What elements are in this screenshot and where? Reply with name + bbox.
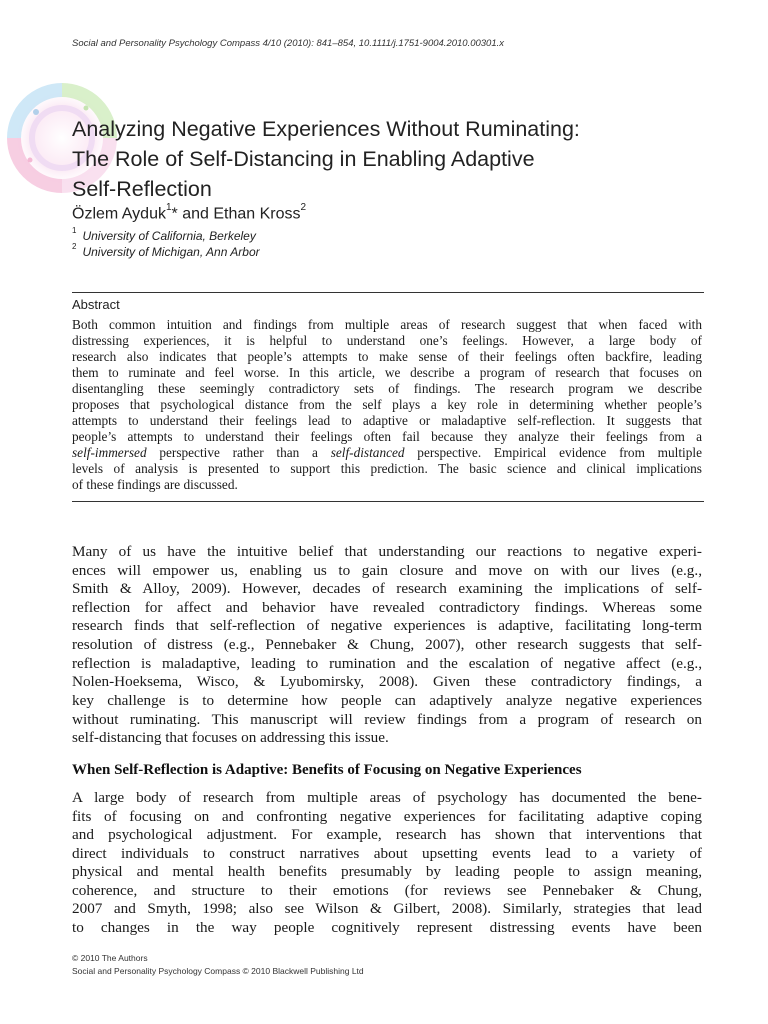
- affiliation: [72, 244, 260, 259]
- corresponding-author-mark: *: [171, 205, 178, 223]
- body-line: and psychological adjustment. For example, research has shown that interventions that: [72, 826, 702, 843]
- body-line: self-distancing that focuses on addressing this issue.: [72, 729, 389, 746]
- abstract-line: disentangling these seemingly contradictory sets of findings. The research program we describe: [72, 381, 702, 396]
- body-line: Smith & Alloy, 2009). However, decades of research examining the implications of self-: [72, 580, 702, 597]
- affiliation-name: University of Michigan, Ann Arbor: [82, 245, 260, 259]
- abstract-line: them to ruminate and feel worse. In this article, we describe a program of research that focuses on: [72, 365, 702, 380]
- affiliation: [72, 228, 256, 243]
- abstract-line: people’s attempts to understand their feelings often fail because they analyze their feelings from a: [72, 429, 702, 444]
- abstract-line: levels of analysis is presented to support this prediction. The basic science and clinical implications: [72, 461, 702, 476]
- abstract-line: distressing experiences, it is helpful to understand one’s feelings. However, a large body of: [72, 333, 702, 348]
- body-line: without ruminating. This manuscript will review findings from a program of research on: [72, 711, 702, 728]
- body-line: coherence, and structure to their emotions (for reviews see Pennebaker & Chung,: [72, 882, 702, 899]
- abstract-line: proposes that psychological distance from the self plays a key role in determining whether people’s: [72, 397, 702, 412]
- footer-publisher: Social and Personality Psychology Compass © 2010 Blackwell Publishing Ltd: [72, 966, 364, 976]
- body-line: reflection for affect and behavior have revealed contradictory findings. Whereas some: [72, 599, 702, 616]
- italic-term: self-distanced: [330, 445, 405, 460]
- body-line: ences will empower us, enabling us to gain closure and move on with our lives (e.g.,: [72, 562, 702, 579]
- abstract-line: Both common intuition and findings from multiple areas of research suggest that when faced with: [72, 317, 702, 332]
- abstract-heading: Abstract: [72, 297, 120, 312]
- footer-copyright: © 2010 The Authors: [72, 953, 148, 963]
- title-line: Self-Reflection: [72, 177, 212, 201]
- body-line: Many of us have the intuitive belief that understanding our reactions to negative experi-: [72, 543, 702, 560]
- body-line: direct individuals to construct narratives about upsetting events lead to a variety of: [72, 845, 702, 862]
- body-line: key challenge is to determine how people can adaptively analyze negative experiences: [72, 692, 702, 709]
- body-line: reflection is maladaptive, leading to rumination and the escalation of negative affect (e.g.,: [72, 655, 702, 672]
- abstract-line: [72, 445, 702, 461]
- abstract-line: of these findings are discussed.: [72, 477, 238, 492]
- affiliation-number: 1: [72, 226, 77, 235]
- abstract-text: perspective. Empirical evidence from multiple: [404, 445, 702, 460]
- author-name: Özlem Ayduk: [72, 205, 166, 223]
- affiliation-name: University of California, Berkeley: [82, 229, 256, 243]
- author-affiliation-mark: 1: [165, 202, 172, 213]
- body-line: physical and mental health benefits presumably by leading people to assign meaning,: [72, 863, 702, 880]
- journal-citation: Social and Personality Psychology Compass 4/10 (2010): 841–854, 10.1111/j.1751-9004.2010.00301.x: [72, 38, 505, 49]
- body-line: research finds that self-reflection of negative experiences is adaptive, facilitating long-term: [72, 617, 702, 634]
- abstract-line: research also indicates that people’s attempts to make sense of their feelings often backfire, leading: [72, 349, 702, 364]
- italic-term: self-immersed: [72, 445, 147, 460]
- body-line: 2007 and Smyth, 1998; also see Wilson & Gilbert, 2008). Similarly, strategies that lead: [72, 900, 702, 917]
- body-line: Nolen-Hoeksema, Wisco, & Lyubomirsky, 2008). Given these contradictory findings, a: [72, 673, 702, 690]
- section-heading: When Self-Reflection is Adaptive: Benefits of Focusing on Negative Experiences: [72, 762, 582, 778]
- author-joiner: and: [177, 205, 214, 223]
- body-line: fits of focusing on and confronting negative experiences for facilitating adaptive coping: [72, 808, 702, 825]
- body-line: resolution of distress (e.g., Pennebaker & Chung, 2007), other research suggests that self-: [72, 636, 702, 653]
- body-line: to changes in the way people cognitively represent distressing events have been: [72, 919, 702, 936]
- title-line: Analyzing Negative Experiences Without Ruminating:: [72, 117, 580, 141]
- abstract-bottom-rule: [72, 501, 704, 502]
- abstract-line: attempts to understand their feelings lead to adaptive or maladaptive self-reflection. It suggests that: [72, 413, 702, 428]
- article-title: [72, 114, 712, 204]
- author-affiliation-mark: 2: [300, 202, 307, 213]
- abstract-text: perspective rather than a: [146, 445, 331, 460]
- body-line: A large body of research from multiple areas of psychology has documented the bene-: [72, 789, 702, 806]
- author-name: Ethan Kross: [213, 205, 301, 223]
- affiliation-number: 2: [72, 242, 77, 251]
- abstract-top-rule: [72, 292, 704, 293]
- title-line: The Role of Self-Distancing in Enabling Adaptive: [72, 147, 535, 171]
- author-list: [72, 204, 306, 223]
